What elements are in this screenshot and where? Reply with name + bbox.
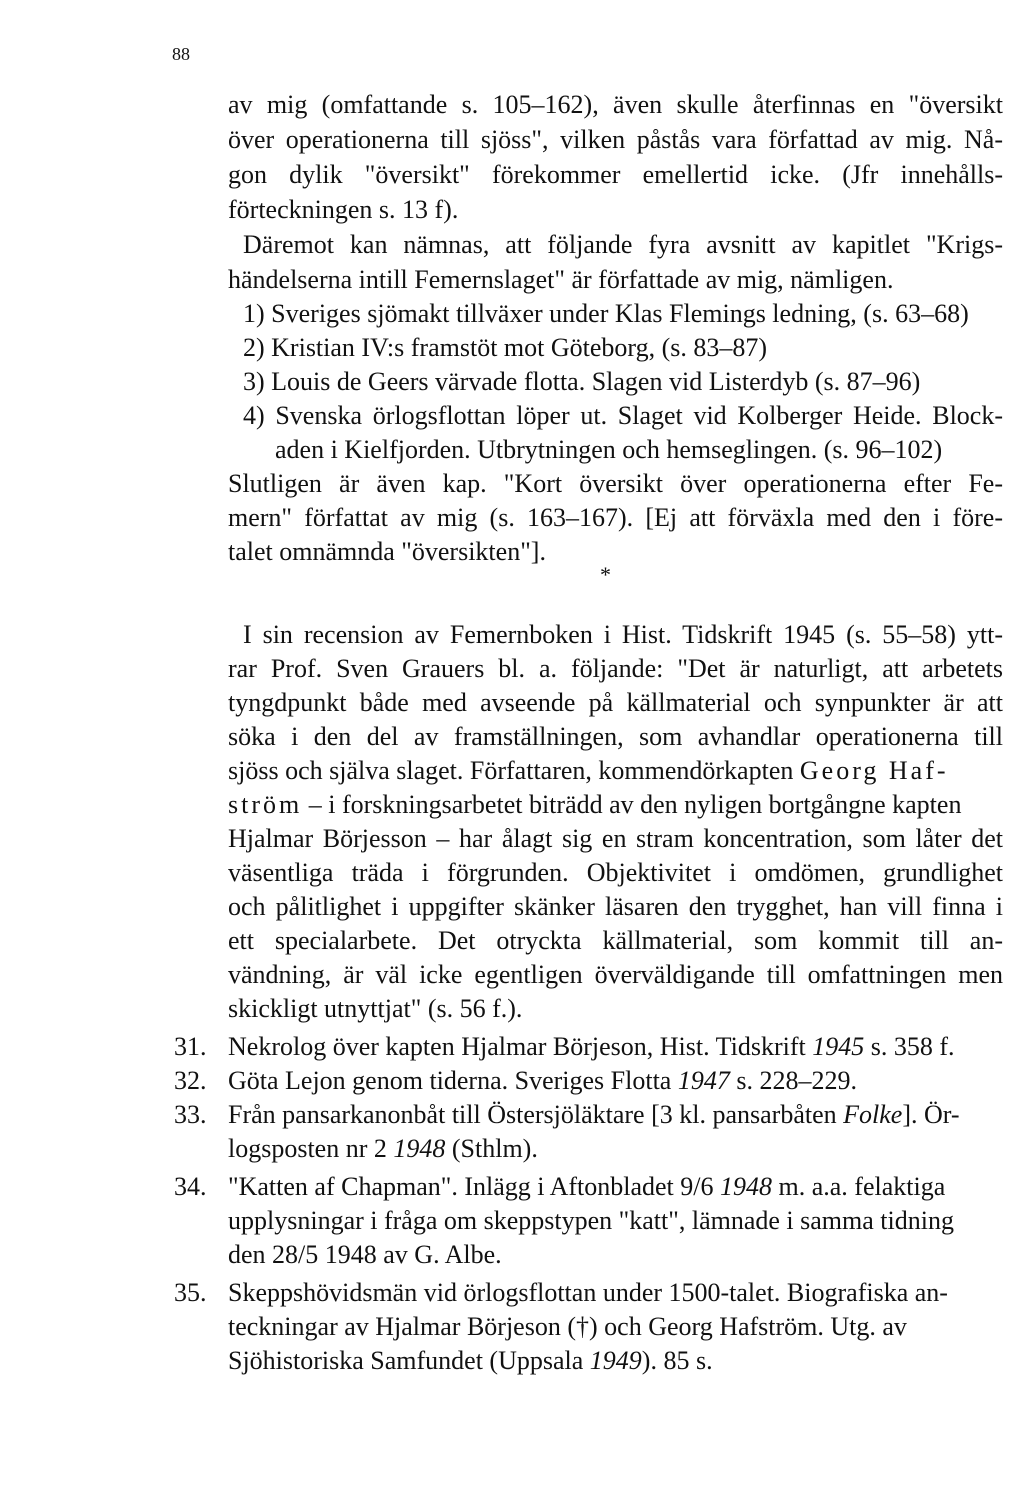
entry-line: [228, 1278, 948, 1308]
entry-text: Sjöhistoriska Samfundet (Uppsala: [228, 1346, 590, 1375]
entry-line: [228, 1240, 502, 1270]
paragraph-line: mern" författat av mig (s. 163–167). [Ej att förväxla med den i före-: [228, 503, 1003, 532]
entry-line: [228, 1066, 857, 1096]
paragraph-line: över operationerna till sjöss", vilken påstås vara författad av mig. Nå-: [228, 125, 1003, 154]
entry-text: upplysningar i fråga om skeppstypen "katt", lämnade i samma tidning: [228, 1206, 954, 1235]
entry-line: [228, 1032, 955, 1062]
list-item-continuation: aden i Kielfjorden. Utbrytningen och hemseglingen. (s. 96–102): [275, 435, 943, 464]
entry-text: Nekrolog över kapten Hjalmar Börjeson, Hist. Tidskrift: [228, 1032, 813, 1061]
paragraph-line: Hjalmar Börjesson – har ålagt sig en stram koncentration, som låter det: [228, 824, 1003, 853]
entry-text: Från pansarkanonbåt till Östersjöläktare [3 kl. pansarbåten: [228, 1100, 844, 1129]
list-item: 1) Sveriges sjömakt tillväxer under Klas Flemings ledning, (s. 63–68): [243, 299, 969, 328]
entry-line: [228, 1346, 713, 1376]
paragraph-line: [228, 756, 949, 786]
paragraph-text: sjöss och själva slaget. Författaren, kommendörkapten: [228, 756, 794, 785]
entry-text: m. a.a. felaktiga: [772, 1172, 946, 1201]
page-number: 88: [172, 44, 190, 64]
entry-text: Skeppshövidsmän vid örlogsflottan under 1500-talet. Biografiska an-: [228, 1278, 948, 1307]
entry-text: s. 228–229.: [729, 1066, 857, 1095]
paragraph-line: Däremot kan nämnas, att följande fyra avsnitt av kapitlet "Krigs-: [243, 230, 1003, 259]
entry-year: 1949: [589, 1346, 642, 1375]
paragraph-text: – i forskningsarbetet biträdd av den nyligen bortgångne kapten: [302, 790, 962, 819]
list-item: 3) Louis de Geers värvade flotta. Slagen vid Listerdyb (s. 87–96): [243, 367, 921, 396]
list-item: 4) Svenska örlogsflottan löper ut. Slaget vid Kolberger Heide. Block-: [243, 401, 1003, 430]
list-item: 2) Kristian IV:s framstöt mot Göteborg, (s. 83–87): [243, 333, 768, 362]
paragraph-line: av mig (omfattande s. 105–162), även skulle återfinnas en "översikt: [228, 90, 1003, 119]
paragraph-line: I sin recension av Femernboken i Hist. Tidskrift 1945 (s. 55–58) ytt-: [243, 620, 1003, 649]
entry-text: s. 358 f.: [864, 1032, 955, 1061]
entry-text: ]. Ör-: [902, 1100, 960, 1129]
entry-text: "Katten af Chapman". Inlägg i Aftonbladet 9/6: [228, 1172, 720, 1201]
entry-line: [228, 1134, 538, 1164]
entry-number: 34.: [174, 1172, 207, 1201]
entry-italic: Folke: [843, 1100, 903, 1129]
paragraph-line: [228, 790, 961, 820]
entry-text: (Sthlm).: [445, 1134, 538, 1163]
entry-year: 1945: [812, 1032, 865, 1061]
entry-text: Göta Lejon genom tiderna. Sveriges Flotta: [228, 1066, 678, 1095]
entry-text: den 28/5 1948 av G. Albe.: [228, 1240, 502, 1269]
paragraph-line: Slutligen är även kap. "Kort översikt över operationerna efter Fe-: [228, 469, 1003, 498]
entry-year: 1947: [677, 1066, 730, 1095]
entry-line: [228, 1100, 960, 1130]
entry-line: [228, 1172, 945, 1202]
paragraph-line: skickligt utnyttjat" (s. 56 f.).: [228, 994, 523, 1023]
entry-number: 35.: [174, 1278, 207, 1307]
paragraph-line: ett specialarbete. Det otryckta källmaterial, som kommit till an-: [228, 926, 1003, 955]
entry-line: [228, 1312, 907, 1342]
entry-number: 32.: [174, 1066, 207, 1095]
paragraph-line: tyngdpunkt både med avseende på källmaterial och synpunkter är att: [228, 688, 1003, 717]
entry-number: 31.: [174, 1032, 207, 1061]
section-separator-asterisk: *: [600, 562, 611, 587]
entry-year: 1948: [720, 1172, 772, 1201]
paragraph-line: vändning, är väl icke egentligen överväldigande till omfattningen men: [228, 960, 1003, 989]
entry-number: 33.: [174, 1100, 207, 1129]
paragraph-line: rar Prof. Sven Grauers bl. a. följande: "Det är naturligt, att arbetets: [228, 654, 1003, 683]
paragraph-line: gon dylik "översikt" förekommer emellertid icke. (Jfr innehålls-: [228, 160, 1003, 189]
paragraph-line: och pålitlighet i uppgifter skänker läsaren den trygghet, han vill finna i: [228, 892, 1003, 921]
paragraph-line: förteckningen s. 13 f).: [228, 195, 459, 224]
paragraph-line: söka i den del av framställningen, som avhandlar operationerna till: [228, 722, 1003, 751]
author-name-spaced: Georg Haf-: [799, 756, 949, 785]
paragraph-line: händelserna intill Femernslaget" är författade av mig, nämligen.: [228, 265, 894, 294]
paragraph-line: väsentliga träda i förgrunden. Objektivitet i omdömen, grundlighet: [228, 858, 1003, 887]
paragraph-line: talet omnämnda "översikten"].: [228, 537, 546, 566]
author-name-spaced: ström: [228, 790, 303, 819]
entry-line: [228, 1206, 954, 1236]
entry-text: logsposten nr 2: [228, 1134, 394, 1163]
entry-year: 1948: [393, 1134, 446, 1163]
entry-text: teckningar av Hjalmar Börjeson (†) och Georg Hafström. Utg. av: [228, 1312, 907, 1341]
entry-text: ). 85 s.: [641, 1346, 713, 1375]
